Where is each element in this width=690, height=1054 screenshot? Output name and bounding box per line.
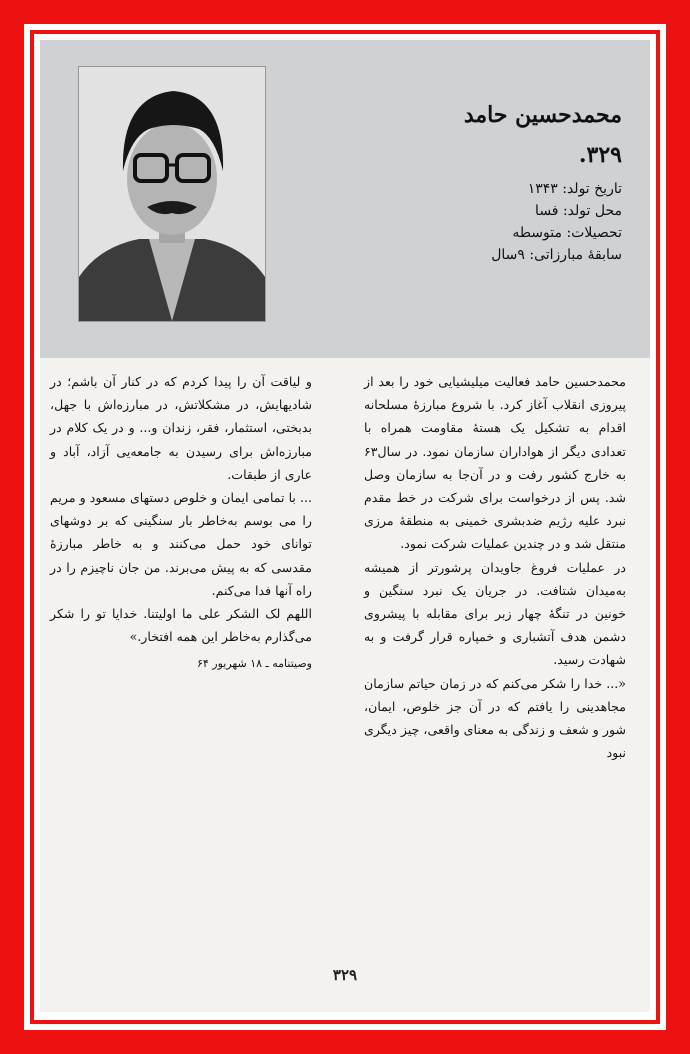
birth-place: محل تولد: فسا	[535, 203, 622, 219]
birth-date: تاریخ تولد: ۱۳۴۳	[527, 181, 622, 197]
book-page	[40, 40, 650, 1012]
paragraph: در عملیات فروغ جاویدان پرشورتر از همیشه به‌میدان شتافت. در جریان یک نبرد سنگین و خونین در تنگهٔ چهار زبر برای مقابله با پیشروی دشمن هدف آتشباری و خمپاره قرار گرفت و به شهادت رسید.	[364, 559, 626, 668]
struggle-record: سابقهٔ مبارزاتی: ۹سال	[491, 247, 622, 263]
portrait-photo	[78, 66, 266, 322]
education: تحصیلات: متوسطه	[512, 225, 622, 241]
profile-info	[342, 102, 622, 266]
paragraph: «... خدا را شکر می‌کنم که در زمان حیاتم سازمان مجاهدینی را یافتم که در آن جز خلوص، ایمان، شور و شعف و زندگی به معنای واقعی، چیز دیگری نبود	[364, 675, 626, 761]
portrait-illustration	[79, 67, 265, 321]
entry-number: ۳۲۹.	[578, 142, 622, 168]
text-column-right	[364, 370, 626, 764]
text-column-left	[50, 370, 312, 676]
page-number: ۳۲۹	[332, 966, 358, 984]
person-name: محمدحسین حامد	[463, 102, 622, 128]
paragraph: ... با تمامی ایمان و خلوص دستهای مسعود و مریم را می بوسم به‌خاطر بار سنگینی که بر دوشهای توانای خود حمل می‌کنند و به خاطر مبارزهٔ مقدسی که به پیش می‌برند. من جان ناچیزم را در راه آنها فدا می‌کنم.	[50, 490, 312, 598]
paragraph: اللهم لک الشکر علی ما اولیتنا. خدایا تو را شکر می‌گذارم به‌خاطر این همه افتخار.»	[50, 606, 312, 645]
will-signature: وصیتنامه ـ ۱۸ شهریور ۶۴	[196, 657, 312, 671]
paragraph: و لیاقت آن را پیدا کردم که در کنار آن باشم؛ در شادیهایش، در مشکلاتش، در مبارزه‌اش با جهل، بدبختی، استثمار، فقر، زندان و... و در یک کلام در مبارزه‌اش برای رسیدن به جامعه‌یی آزاد، آباد و عاری از طبقات.	[50, 374, 312, 482]
paragraph: محمدحسین حامد فعالیت میلیشیایی خود را بعد از پیروزی انقلاب آغاز کرد. با شروع مبارزهٔ مسلحانه اقدام به تشکیل یک هستهٔ مقاومت همراه با تعدادی دیگر از هواداران سازمان نمود. در سال۶۳ به خارج کشور رفت و در آن‌جا به سازمان وصل شد. پس از درخواست برای شرکت در خط مقدم نبرد علیه رژیم ضدبشری خمینی به منطقهٔ مرزی منتقل شد و در چندین عملیات شرکت نمود.	[364, 374, 626, 552]
